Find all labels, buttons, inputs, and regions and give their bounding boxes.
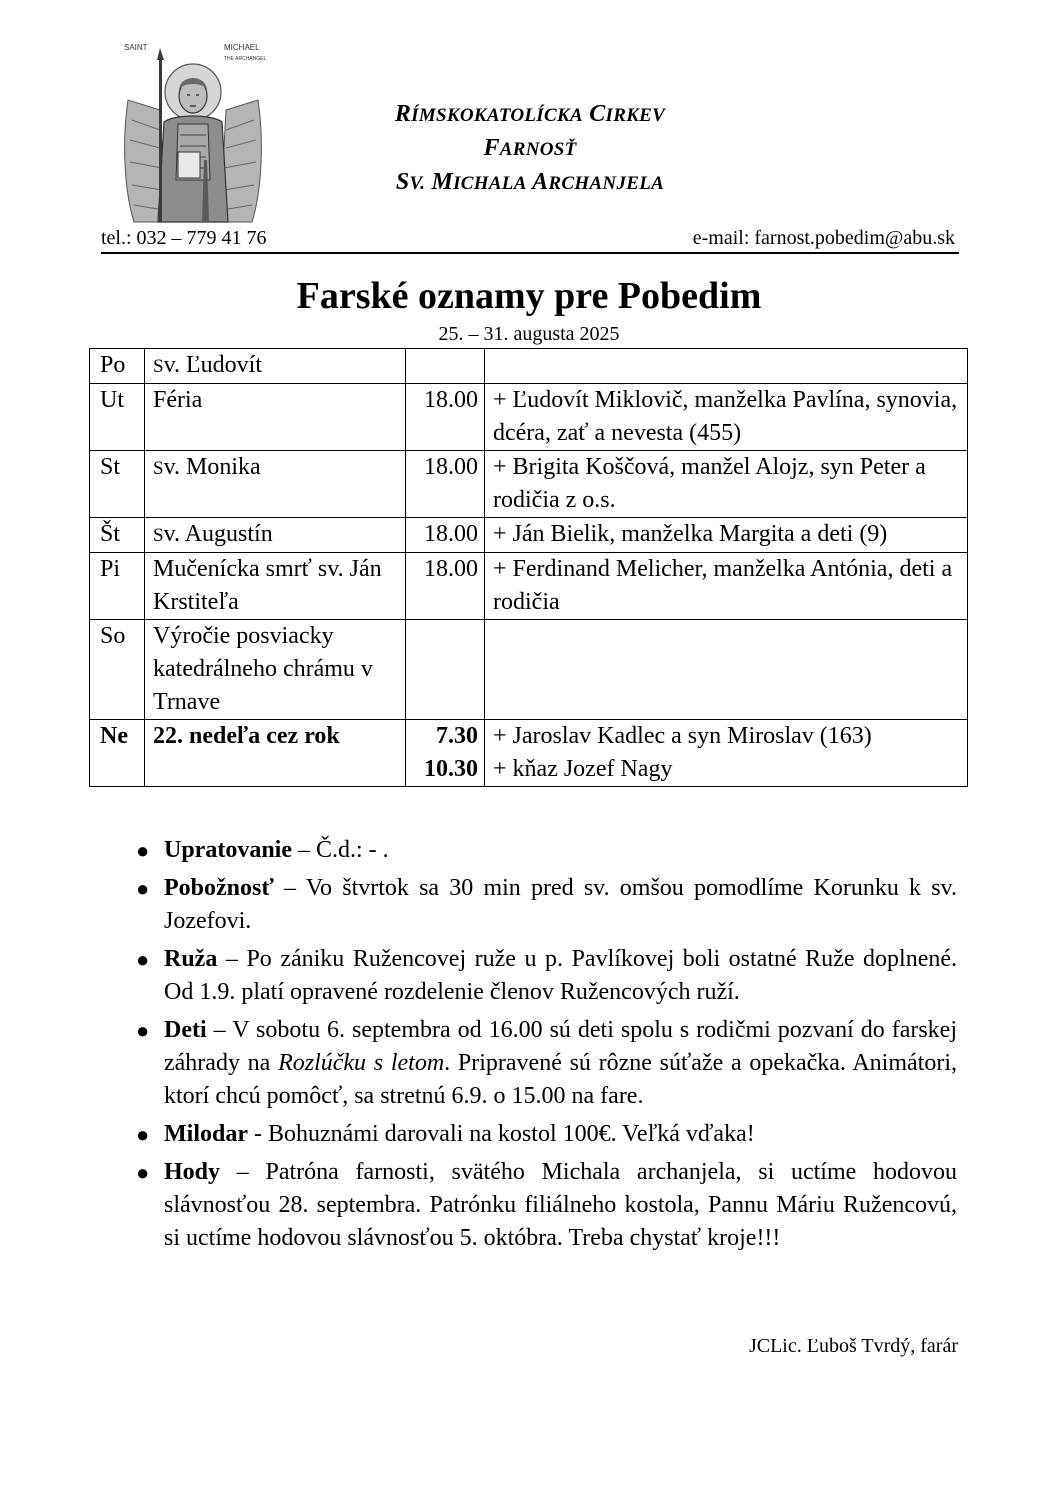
notice-text: Patróna farnosti, svätého Michala archanjela, si uctíme hodovou slávnosťou 28. septembra. Patrónku filiálneho kostola, Pannu Máriu Ružencovú, si uctíme hodovou slávnosťou 5. októbra. Treba chystať kroje!!!	[164, 1159, 958, 1251]
bullet-icon: ●	[136, 876, 150, 901]
letterhead-parish: FARNOSŤ	[483, 135, 577, 161]
letterhead-patron: SV. MICHALA ARCHANJELA	[395, 169, 665, 195]
notice-item: ● Hody – Patróna farnosti, svätého Michala archanjela, si uctíme hodovou slávnosťou 28. septembra. Patrónku filiálneho kostola, Pannu Máriu Ružencovú, si uctíme hodovou slávnosťou 5. októbra. Treba chystať kroje!!!	[134, 1156, 957, 1255]
letterhead-church: RÍMSKOKATOLÍCKA CIRKEV	[394, 101, 666, 127]
schedule-feast: 22. nedeľa cez rok	[145, 720, 406, 787]
schedule-time: 18.00	[406, 451, 485, 518]
schedule-time	[406, 349, 485, 384]
schedule-day: Ut	[90, 384, 145, 451]
notice-title: Deti	[164, 1017, 207, 1043]
notice-item: ● Deti – V sobotu 6. septembra od 16.00 sú deti spolu s rodičmi pozvaní do farskej záhrady na Rozlúčku s letom. Pripravené sú rôzne súťaže a opekačka. Animátori, ktorí chcú pomôcť, sa stretnú 6.9. o 15.00 na fare.	[134, 1014, 957, 1113]
notice-item: ● Milodar - Bohuznámi darovali na kostol 100€. Veľká vďaka!	[134, 1118, 957, 1151]
schedule-day: St	[90, 451, 145, 518]
schedule-row	[90, 384, 968, 451]
icon-caption-left: SAINT	[124, 43, 148, 52]
notice-title: Pobožnosť	[164, 875, 274, 901]
bullet-icon: ●	[136, 838, 150, 863]
notice-text: Vo štvrtok sa 30 min pred sv. omšou pomodlíme Korunku k sv. Jozefovi.	[164, 875, 957, 934]
icon-caption-right: MICHAEL	[224, 43, 260, 52]
schedule-day: So	[90, 620, 145, 720]
notice-item: ● Ruža – Po zániku Ružencovej ruže u p. Pavlíkovej boli ostatné Ruže doplnené. Od 1.9. platí opravené rozdelenie členov Ružencových ruží.	[134, 943, 957, 1009]
schedule-intention: + Ján Bielik, manželka Margita a deti (9)	[485, 518, 968, 553]
schedule-row	[90, 349, 968, 384]
notice-title: Milodar	[164, 1121, 248, 1147]
schedule-day: Ne	[90, 720, 145, 787]
schedule-row	[90, 518, 968, 553]
date-range: 25. – 31. augusta 2025	[438, 323, 620, 345]
notice-text: Č.d.: - .	[316, 837, 389, 863]
phone-number: tel.: 032 – 779 41 76	[101, 227, 267, 249]
bullet-icon: ●	[136, 1160, 150, 1185]
bullet-icon: ●	[136, 1122, 150, 1147]
schedule-intention: + Ferdinand Melicher, manželka Antónia, deti a rodičia	[485, 553, 968, 620]
schedule-time: 18.00	[406, 518, 485, 553]
page-title: Farské oznamy pre Pobedim	[296, 275, 762, 317]
notice-title: Hody	[164, 1159, 221, 1185]
notice-text: Bohuznámi darovali na kostol 100€. Veľká vďaka!	[268, 1121, 755, 1147]
schedule-row	[90, 720, 968, 787]
schedule-day: Št	[90, 518, 145, 553]
schedule-feast: Mučenícka smrť sv. Ján Krstiteľa	[145, 553, 406, 620]
schedule-intention: + Ľudovít Miklovič, manželka Pavlína, synovia, dcéra, zať a nevesta (455)	[485, 384, 968, 451]
schedule-time	[406, 620, 485, 720]
schedule-time: 18.00	[406, 384, 485, 451]
schedule-day: Po	[90, 349, 145, 384]
notice-emphasis: Rozlúčku s letom	[278, 1050, 445, 1076]
schedule-time: 7.30 10.30	[406, 720, 485, 787]
contact-line	[101, 226, 959, 254]
notice-item: ● Pobožnosť – Vo štvrtok sa 30 min pred sv. omšou pomodlíme Korunku k sv. Jozefovi.	[134, 872, 957, 938]
schedule-row	[90, 553, 968, 620]
schedule-intention	[485, 620, 968, 720]
schedule-feast: Výročie posviacky katedrálneho chrámu v Trnave	[145, 620, 406, 720]
schedule-intention	[485, 349, 968, 384]
schedule-intention: + Jaroslav Kadlec a syn Miroslav (163) + kňaz Jozef Nagy	[485, 720, 968, 787]
saint-michael-icon-image	[120, 40, 266, 224]
schedule-intention: + Brigita Koščová, manžel Alojz, syn Peter a rodičia z o.s.	[485, 451, 968, 518]
schedule-row	[90, 451, 968, 518]
notice-item: ● Upratovanie – Č.d.: - .	[134, 834, 957, 867]
schedule-feast: Féria	[145, 384, 406, 451]
schedule-time: 18.00	[406, 553, 485, 620]
signature: JCLic. Ľuboš Tvrdý, farár	[748, 1335, 958, 1357]
schedule-feast: Sv. Ľudovít	[145, 349, 406, 384]
schedule-row	[90, 620, 968, 720]
notice-text: Po zániku Ružencovej ruže u p. Pavlíkovej boli ostatné Ruže doplnené. Od 1.9. platí opravené rozdelenie členov Ružencových ruží.	[164, 946, 958, 1005]
parish-letterhead	[280, 98, 780, 200]
bullet-icon: ●	[136, 1018, 150, 1043]
icon-caption-sub: THE ARCHANGEL	[224, 56, 266, 62]
email-address: e-mail: farnost.pobedim@abu.sk	[692, 227, 955, 249]
schedule-day: Pi	[90, 553, 145, 620]
archangel-icon	[120, 40, 266, 224]
mass-schedule-table	[89, 348, 968, 787]
notices-list	[134, 834, 957, 1260]
notice-title: Ruža	[164, 946, 218, 972]
schedule-feast: Sv. Augustín	[145, 518, 406, 553]
schedule-feast: Sv. Monika	[145, 451, 406, 518]
notice-title: Upratovanie	[164, 837, 292, 863]
bullet-icon: ●	[136, 947, 150, 972]
